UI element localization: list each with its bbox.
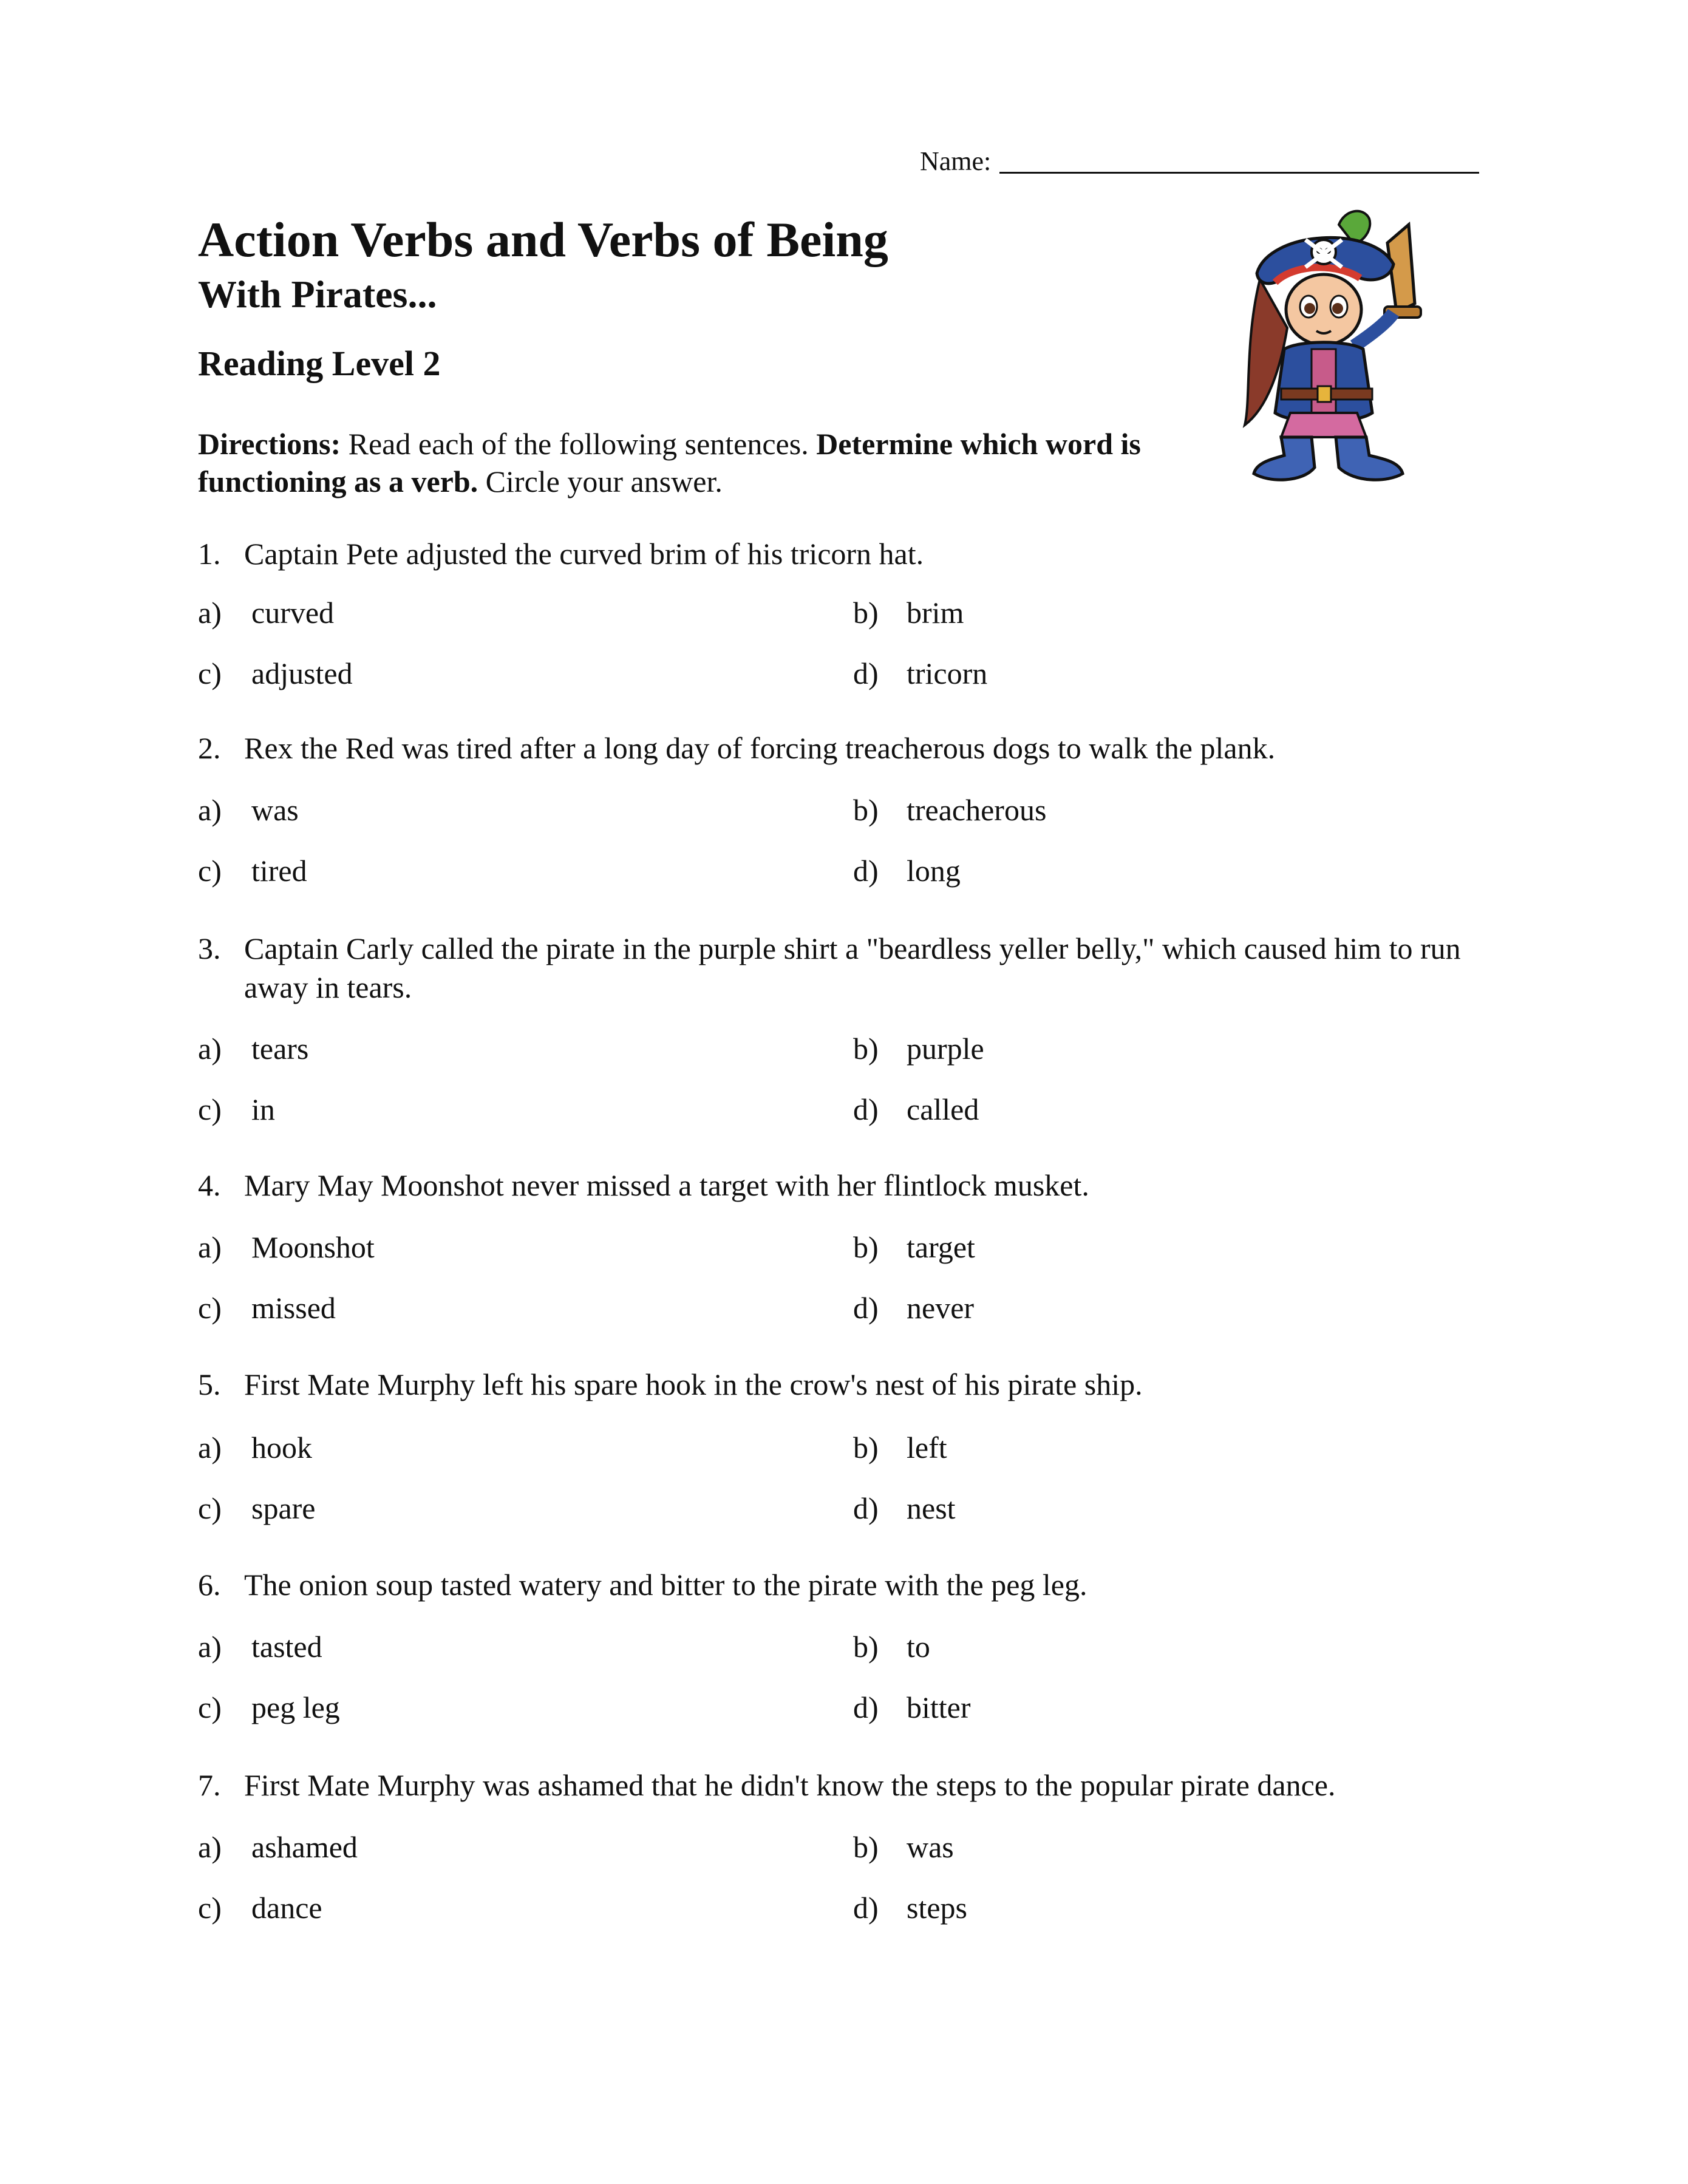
directions [198,425,1169,500]
option-text: bitter [907,1690,971,1724]
option-2c[interactable] [198,853,307,888]
option-text: to [907,1630,930,1664]
question-5 [198,1365,1497,1404]
page-title: Action Verbs and Verbs of Being [198,212,888,267]
option-letter: c) [198,854,222,888]
option-letter: a) [198,596,222,630]
option-letter: c) [198,1690,222,1724]
option-6b[interactable] [853,1629,930,1664]
option-5a[interactable] [198,1430,312,1465]
question-number: 1. [198,537,221,571]
option-letter: d) [853,656,879,690]
question-text: Captain Pete adjusted the curved brim of his tricorn hat. [244,537,924,571]
option-letter: c) [198,1092,222,1126]
option-letter: b) [853,793,879,827]
option-letter: b) [853,1230,879,1264]
option-text: peg leg [251,1690,340,1724]
option-4c[interactable] [198,1290,336,1325]
question-6 [198,1565,1497,1604]
name-blank-line[interactable] [999,148,1479,174]
option-text: tasted [251,1630,322,1664]
reading-level: Reading Level 2 [198,344,441,383]
option-letter: a) [198,793,222,827]
question-text: Rex the Red was tired after a long day of forcing treacherous dogs to walk the plank. [244,731,1276,765]
question-text: Captain Carly called the pirate in the purple shirt a "beardless yeller belly," which caused him to run away in tears. [244,931,1461,1004]
option-text: curved [251,596,335,630]
directions-label: Directions: [198,427,341,461]
option-text: never [907,1291,975,1325]
option-letter: d) [853,1092,879,1126]
option-letter: c) [198,1891,222,1925]
question-number: 5. [198,1367,221,1401]
option-text: left [907,1430,947,1465]
option-letter: b) [853,596,879,630]
pirate-illustration [1233,206,1433,492]
option-letter: d) [853,1291,879,1325]
option-4d[interactable] [853,1290,974,1325]
option-text: was [907,1830,954,1864]
option-letter: a) [198,1630,222,1664]
option-1d[interactable] [853,656,987,691]
question-number: 4. [198,1168,221,1202]
option-letter: a) [198,1230,222,1264]
option-text: spare [251,1491,316,1525]
option-letter: d) [853,1891,879,1925]
option-letter: d) [853,1491,879,1525]
option-7c[interactable] [198,1890,322,1925]
option-text: ashamed [251,1830,358,1864]
option-letter: b) [853,1830,879,1864]
option-text: steps [907,1891,967,1925]
option-7d[interactable] [853,1890,967,1925]
option-text: tired [251,854,307,888]
question-text: First Mate Murphy was ashamed that he didn't know the steps to the popular pirate dance. [244,1768,1336,1802]
option-letter: b) [853,1630,879,1664]
option-text: treacherous [907,793,1047,827]
option-text: was [251,793,299,827]
question-2 [198,729,1497,767]
option-2d[interactable] [853,853,961,888]
directions-emphasis: Determine which word is functioning as a verb. [198,427,1141,498]
question-text: The onion soup tasted watery and bitter to the pirate with the peg leg. [244,1568,1087,1602]
option-text: tricorn [907,656,988,690]
question-4 [198,1166,1497,1205]
question-text: Mary May Moonshot never missed a target with her flintlock musket. [244,1168,1089,1202]
option-7a[interactable] [198,1829,358,1865]
question-text: First Mate Murphy left his spare hook in the crow's nest of his pirate ship. [244,1367,1143,1401]
option-text: purple [907,1032,984,1066]
option-letter: c) [198,1491,222,1525]
question-number: 3. [198,931,221,965]
option-letter: a) [198,1032,222,1066]
option-letter: a) [198,1830,222,1864]
option-text: adjusted [251,656,353,690]
option-letter: c) [198,1291,222,1325]
option-text: nest [907,1491,956,1525]
option-6c[interactable] [198,1690,340,1725]
option-7b[interactable] [853,1829,954,1865]
option-2a[interactable] [198,792,299,828]
option-letter: d) [853,854,879,888]
option-text: in [251,1092,275,1126]
option-5c[interactable] [198,1491,316,1526]
name-label: Name: [920,146,992,176]
option-text: target [907,1230,975,1264]
question-3 [198,929,1497,1007]
option-text: tears [251,1032,309,1066]
option-3c[interactable] [198,1092,275,1127]
question-7 [198,1766,1497,1805]
option-text: brim [907,596,964,630]
option-4b[interactable] [853,1230,975,1265]
option-3a[interactable] [198,1031,308,1066]
name-field[interactable] [920,146,1479,177]
page-subtitle: With Pirates... [198,273,437,316]
option-1b[interactable] [853,595,964,630]
option-6d[interactable] [853,1690,971,1725]
option-2b[interactable] [853,792,1046,828]
option-5b[interactable] [853,1430,947,1465]
option-6a[interactable] [198,1629,322,1664]
option-text: called [907,1092,979,1126]
option-letter: a) [198,1430,222,1465]
option-text: dance [251,1891,322,1925]
option-5d[interactable] [853,1491,956,1526]
option-letter: c) [198,656,222,690]
option-3d[interactable] [853,1092,979,1127]
option-text: long [907,854,961,888]
option-1c[interactable] [198,656,353,691]
question-number: 6. [198,1568,221,1602]
option-1a[interactable] [198,595,334,630]
option-4a[interactable] [198,1230,375,1265]
question-1 [198,534,1497,573]
option-text: Moonshot [251,1230,375,1264]
directions-text-end: Circle your answer. [478,464,723,498]
question-number: 7. [198,1768,221,1802]
option-letter: d) [853,1690,879,1724]
option-letter: b) [853,1430,879,1465]
option-text: hook [251,1430,312,1465]
question-number: 2. [198,731,221,765]
option-letter: b) [853,1032,879,1066]
option-text: missed [251,1291,336,1325]
option-3b[interactable] [853,1031,984,1066]
directions-text: Read each of the following sentences. [341,427,817,461]
